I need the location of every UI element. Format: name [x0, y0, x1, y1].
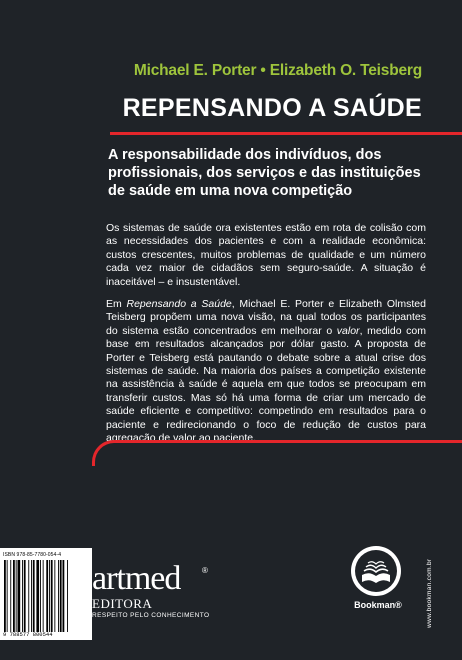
barcode-digits: 9 788577 800544 [3, 631, 53, 638]
authors-line: Michael E. Porter • Elizabeth O. Teisberg [133, 62, 422, 79]
p2-end: , medido com base em resultados alcançados por dólar gasto. A proposta de Porter e Teisberg está pautando o debate sobre a atual crise dos sistemas de saúde. Na maioria dos países a competição existente na assistência à saúde é aquela em que todos se preocupam em transferir custos. Mas só há uma forma de criar um mercado de saúde eficiente e competitivo: competindo em resultados para o paciente e redirecionando o foco de redução de custos para agregação de valor ao paciente. [106, 324, 426, 445]
barcode-bar [4, 560, 6, 632]
synopsis-paragraph-2 [106, 298, 426, 445]
barcode-bar [43, 560, 44, 632]
book-subtitle: A responsabilidade dos indivíduos, dos profissionais, dos serviços e das instituições de saúde em uma nova competição [108, 147, 421, 199]
barcode-bar [40, 560, 41, 632]
editora-label: EDITORA [92, 596, 153, 611]
barcode-bar [49, 560, 50, 632]
p2-book-title: Repensando a Saúde [126, 298, 232, 310]
barcode-bar [46, 560, 48, 632]
barcode-bar [10, 560, 11, 632]
barcode-bar [22, 560, 23, 632]
publisher-website: www.bookman.com.br [426, 558, 433, 628]
red-divider-top [110, 132, 462, 135]
barcode-bar [18, 560, 21, 632]
barcode-bar [54, 560, 55, 632]
barcode-bar [13, 560, 15, 632]
p2-intro: Em [106, 298, 127, 310]
synopsis-paragraph-1: Os sistemas de saúde ora existentes estão em rota de colisão com as necessidades dos pacientes e com a realidade econômica: custos crescentes, muitos problemas de qualidade e um número cada vez maior de cidadãos sem seguro-saúde. A situação é inaceitável – e insustentável. [106, 222, 426, 288]
bookman-logo-icon [350, 545, 402, 597]
barcode-bar [58, 560, 59, 632]
barcode [0, 548, 92, 640]
barcode-bar [60, 560, 62, 632]
barcode-bar [63, 560, 65, 632]
barcode-bar [67, 560, 68, 632]
barcode-bar [36, 560, 39, 632]
barcode-bar [31, 560, 32, 632]
barcode-bar [33, 560, 35, 632]
barcode-bar [24, 560, 26, 632]
publisher-slogan: RESPEITO PELO CONHECIMENTO [92, 612, 210, 619]
barcode-bar [7, 560, 8, 632]
p2-middle: , Michael E. Porter e Elizabeth Olmsted Teisberg propõem uma nova visão, na qual todos os participantes do sistema estão concentrados em melhorar o [106, 298, 426, 337]
red-divider-curve [92, 440, 462, 466]
barcode-bar [16, 560, 17, 632]
book-title: REPENSANDO A SAÚDE [122, 94, 422, 122]
artmed-logo: artmed [92, 560, 181, 597]
barcode-bar [51, 560, 53, 632]
barcode-bars [3, 560, 89, 632]
isbn-text: ISBN 978-85-7780-054-4 [3, 552, 62, 558]
barcode-bar [28, 560, 29, 632]
bookman-label: Bookman® [354, 600, 402, 610]
registered-mark: ® [202, 566, 208, 575]
p2-valor: valor [336, 324, 360, 337]
